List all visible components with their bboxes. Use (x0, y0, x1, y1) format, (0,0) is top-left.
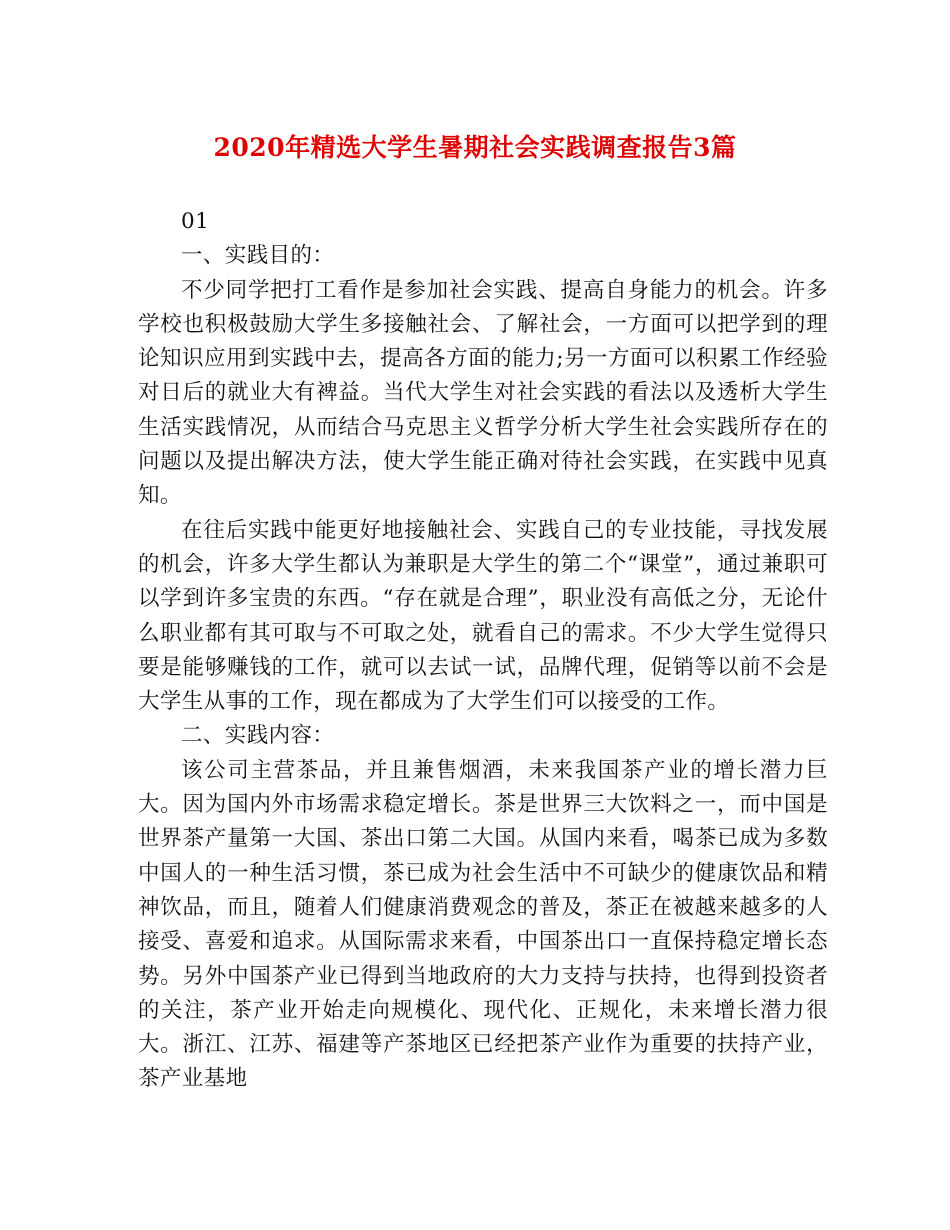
section-heading-content: 二、实践内容： (181, 723, 335, 749)
section-heading-purpose: 一、实践目的： (181, 243, 335, 269)
document-body (138, 205, 828, 1097)
section-number: 01 (181, 209, 210, 234)
document-title: 2020年精选大学生暑期社会实践调查报告3篇 (213, 133, 737, 162)
paragraph-purpose-1: 不少同学把打工看作是参加社会实践、提高自身能力的机会。许多学校也积极鼓励大学生多接触社会、了解社会，一方面可以把学到的理论知识应用到实践中去，提高各方面的能力;另一方面可以积累工作经验对日后的就业大有裨益。当代大学生对社会实践的看法以及透析大学生生活实践情况，从而结合马克思主义哲学分析大学生社会实践所存在的问题以及提出解决方法，使大学生能正确对待社会实践，在实践中见真知。 (138, 277, 828, 509)
paragraph-content-1: 该公司主营茶品，并且兼售烟酒，未来我国茶产业的增长潜力巨大。因为国内外市场需求稳定增长。茶是世界三大饮料之一，而中国是世界茶产量第一大国、茶出口第二大国。从国内来看，喝茶已成为多数中国人的一种生活习惯，茶已成为社会生活中不可缺少的健康饮品和精神饮品，而且，随着人们健康消费观念的普及，茶正在被越来越多的人接受、喜爱和追求。从国际需求来看，中国茶出口一直保持稳定增长态势。另外中国茶产业已得到当地政府的大力支持与扶持，也得到投资者的关注，茶产业开始走向规模化、现代化、正规化，未来增长潜力很大。浙江、江苏、福建等产茶地区已经把茶产业作为重要的扶持产业，茶产业基地 (138, 757, 828, 1092)
paragraph-purpose-2: 在往后实践中能更好地接触社会、实践自己的专业技能，寻找发展的机会，许多大学生都认为兼职是大学生的第二个“课堂”，通过兼职可以学到许多宝贵的东西。“存在就是合理”，职业没有高低之分，无论什么职业都有其可取与不可取之处，就看自己的需求。不少大学生觉得只要是能够赚钱的工作，就可以去试一试，品牌代理，促销等以前不会是大学生从事的工作，现在都成为了大学生们可以接受的工作。 (138, 517, 828, 715)
